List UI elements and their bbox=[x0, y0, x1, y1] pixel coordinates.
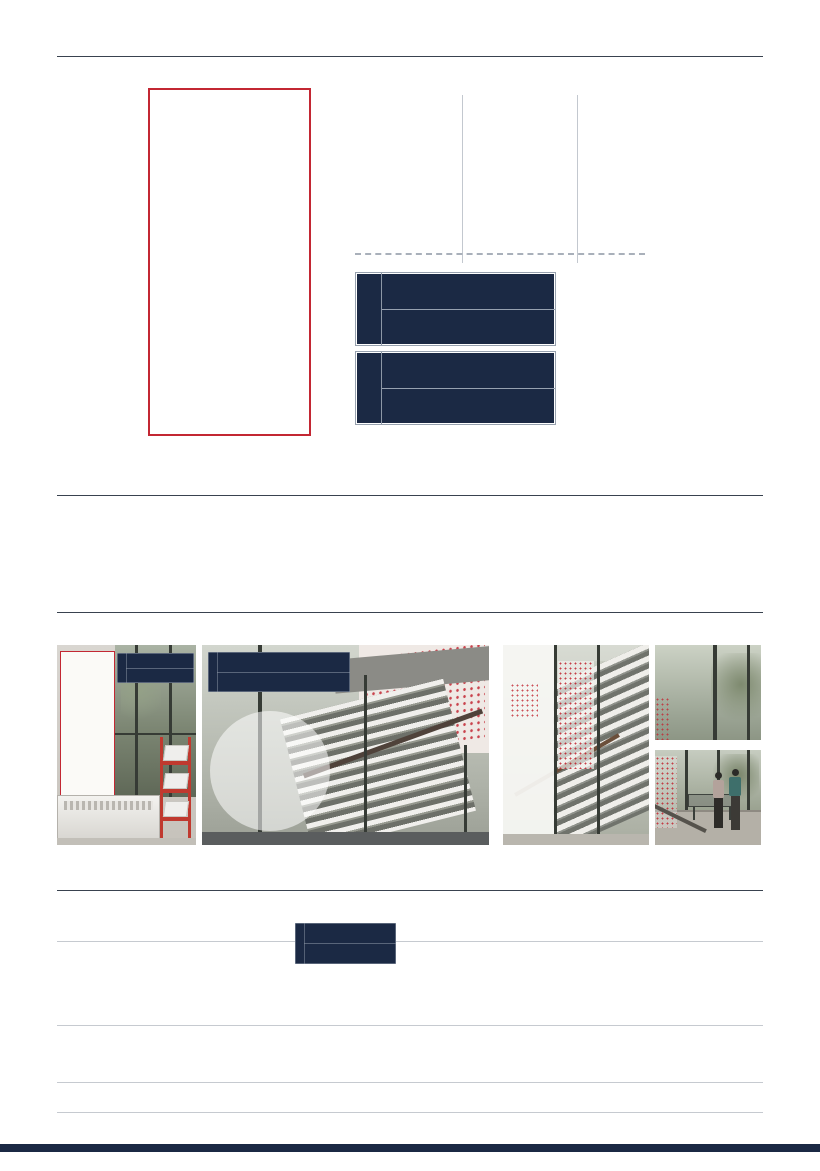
nomenclador-entry-p0 bbox=[157, 106, 302, 218]
nomenclador-entry-p1 bbox=[157, 218, 302, 318]
escala-p2-block bbox=[693, 942, 785, 950]
photo-nomenclador-poster bbox=[60, 651, 115, 799]
scale-line bbox=[57, 1112, 763, 1113]
eye-icon bbox=[692, 92, 774, 138]
scale-line bbox=[57, 1082, 763, 1083]
sign-row bbox=[382, 309, 555, 346]
circular-floorplan-diagram bbox=[157, 318, 245, 410]
wayfinding-sign-p1 bbox=[355, 272, 556, 346]
legend-observatorio bbox=[690, 276, 776, 336]
sign-level-strip bbox=[356, 352, 382, 424]
astronautica-glass-panel bbox=[503, 645, 555, 845]
photo-sign-p1 bbox=[117, 653, 194, 683]
nomenclador-entry-p2 bbox=[157, 318, 302, 416]
dashed-separator bbox=[355, 253, 645, 255]
photo-visitors-display bbox=[655, 750, 761, 845]
photo-astronautica-stairs bbox=[503, 645, 649, 845]
etched-circular-plan bbox=[210, 711, 330, 831]
arrow-up-icon bbox=[521, 908, 549, 936]
photo-espectaculos-vinyl bbox=[655, 645, 761, 740]
section-rule bbox=[57, 612, 763, 613]
telescope-icon bbox=[529, 361, 546, 378]
footer-bar bbox=[0, 1144, 820, 1152]
sign-row bbox=[382, 273, 555, 309]
photo-sign-p2 bbox=[208, 652, 350, 692]
aperture-icon bbox=[529, 398, 546, 415]
photo-stairs-glass-signage bbox=[202, 645, 489, 845]
column-divider bbox=[577, 95, 578, 263]
escala-sign-p1 bbox=[295, 923, 396, 964]
hexagon-floorplan-diagram bbox=[157, 106, 245, 212]
wheelchair-icon bbox=[529, 319, 546, 336]
eye-icon bbox=[529, 282, 546, 299]
visitor-silhouette bbox=[728, 769, 742, 831]
brochure-rack bbox=[158, 737, 193, 839]
visitor-silhouette bbox=[712, 772, 725, 830]
map-pin-icon bbox=[706, 168, 760, 234]
section-rule bbox=[57, 56, 763, 57]
level-column-p1 bbox=[470, 92, 576, 101]
level-column-p0 bbox=[355, 92, 461, 101]
sign-row bbox=[382, 352, 555, 388]
eye-icon bbox=[516, 947, 556, 969]
pictogram-row bbox=[48, 510, 775, 562]
scale-line bbox=[57, 1025, 763, 1026]
restroom-icon bbox=[696, 358, 770, 424]
section-rule bbox=[57, 890, 763, 891]
sign-level-strip bbox=[356, 273, 382, 345]
wayfinding-sign-p2 bbox=[355, 351, 556, 425]
info-logo bbox=[570, 312, 670, 412]
sign-row bbox=[382, 388, 555, 425]
air-conditioner bbox=[57, 795, 160, 839]
level-column-p2 bbox=[585, 92, 691, 101]
column-divider bbox=[462, 95, 463, 263]
photo-lobby-nomenclador bbox=[57, 645, 196, 845]
arrow-up-right-icon bbox=[452, 910, 478, 936]
human-silhouette bbox=[84, 948, 140, 1108]
restroom-icon bbox=[448, 943, 485, 976]
arrow-up-right-icon bbox=[581, 701, 594, 714]
tri-floorplan-diagram bbox=[157, 218, 245, 310]
telescope-icon bbox=[697, 276, 769, 332]
arrow-up-icon bbox=[675, 650, 699, 674]
red-dot-vinyl bbox=[558, 661, 594, 769]
circular-floorplan-diagram bbox=[588, 938, 674, 1024]
legend-ud-esta-aqui bbox=[690, 168, 776, 238]
legend-espectaculos bbox=[690, 92, 776, 142]
legend-banos bbox=[690, 358, 776, 428]
section-rule bbox=[57, 495, 763, 496]
nomenclador-panel bbox=[148, 88, 311, 436]
